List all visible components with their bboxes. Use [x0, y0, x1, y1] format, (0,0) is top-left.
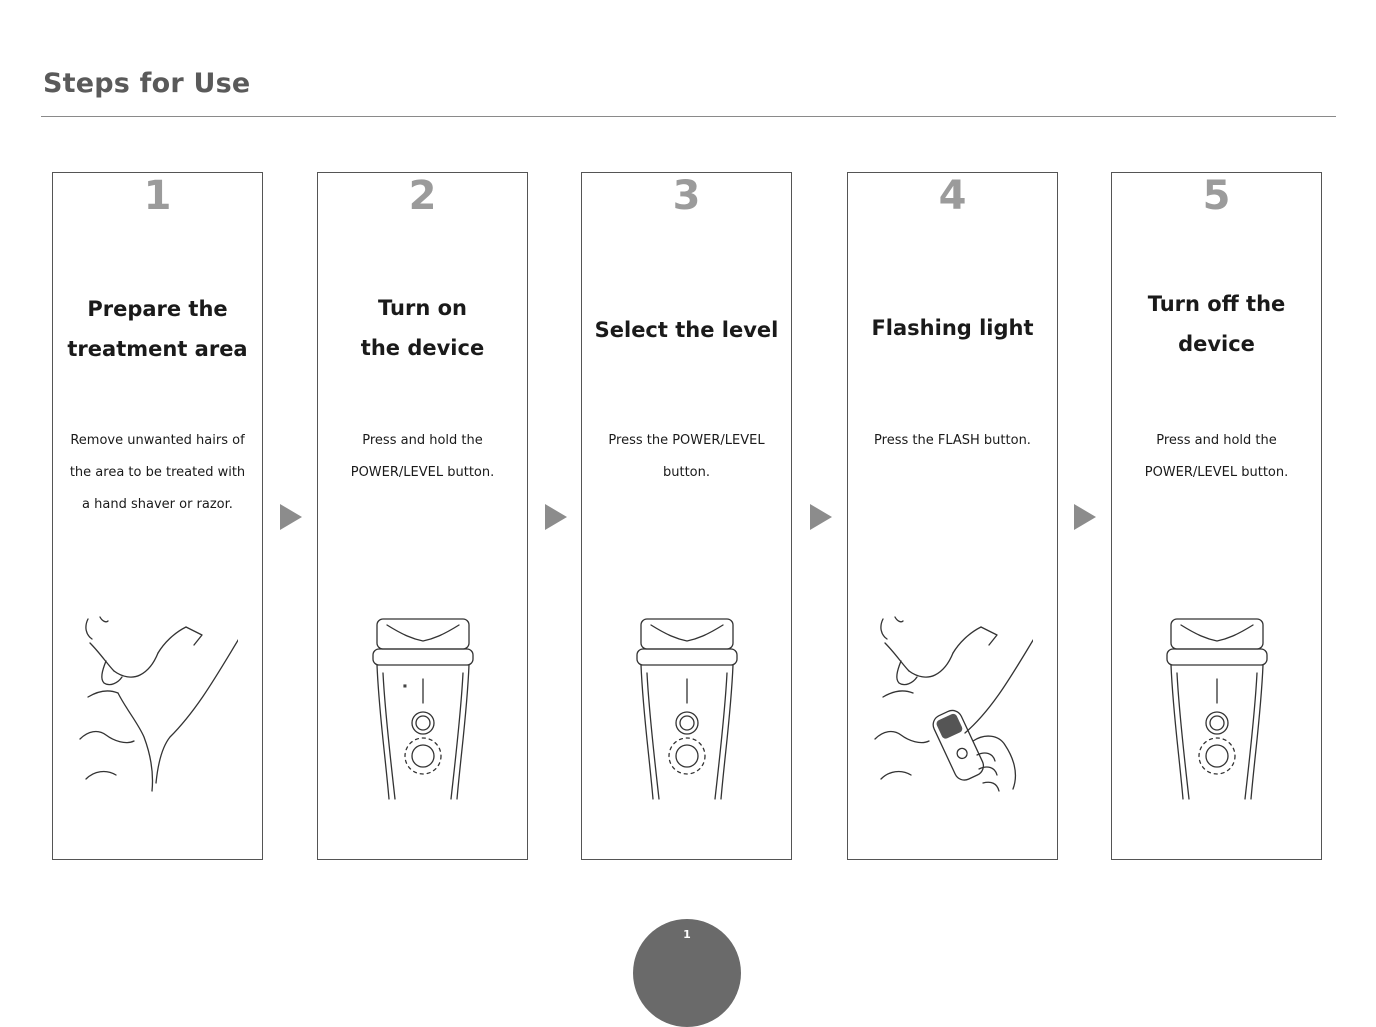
step-desc-line: Press the FLASH button.	[874, 433, 1031, 448]
step-number: 5	[1202, 173, 1231, 219]
right-triangle-arrow-icon	[810, 504, 832, 530]
step-desc-line: Remove unwanted hairs of	[70, 433, 245, 448]
step-title-line: Select the level	[594, 318, 779, 342]
page-number: 1	[683, 928, 691, 941]
step-title	[53, 289, 262, 369]
armpit-treatment-illustration-icon	[873, 613, 1033, 803]
step-title	[582, 310, 791, 350]
step-title	[848, 308, 1057, 348]
step-desc-line: Press and hold the	[362, 433, 483, 448]
step-card-4	[847, 172, 1058, 860]
right-triangle-arrow-icon	[1074, 504, 1096, 530]
step-card-3	[581, 172, 792, 860]
step-description	[856, 425, 1049, 457]
step-number: 4	[938, 173, 967, 219]
step-desc-line: a hand shaver or razor.	[82, 497, 233, 512]
step-desc-line: Press and hold the	[1156, 433, 1277, 448]
ipl-device-icon	[1137, 613, 1297, 803]
step-number: 3	[672, 173, 701, 219]
step-description	[1120, 425, 1313, 489]
step-description	[590, 425, 783, 489]
svg-text:■: ■	[403, 683, 407, 688]
step-desc-line: the area to be treated with	[69, 465, 246, 480]
step-title-line: Prepare the	[87, 297, 228, 321]
step-number: 2	[408, 173, 437, 219]
step-title-line: device	[1178, 332, 1255, 356]
step-title-line: Flashing light	[871, 316, 1034, 340]
step-title-line: the device	[360, 336, 485, 360]
step-desc-line: Press the POWER/LEVEL	[608, 433, 765, 448]
step-desc-line: POWER/LEVEL button.	[350, 465, 495, 480]
step-title	[1112, 284, 1321, 364]
page-title: Steps for Use	[43, 68, 251, 99]
step-number: 1	[143, 173, 172, 219]
step-title-line: Turn off the	[1147, 292, 1286, 316]
step-title-line: Turn on	[378, 296, 467, 320]
step-card-1	[52, 172, 263, 860]
step-desc-line: button.	[662, 465, 710, 480]
step-description	[61, 425, 254, 521]
ipl-device-icon	[607, 613, 767, 803]
step-card-2	[317, 172, 528, 860]
title-divider	[41, 116, 1336, 117]
right-triangle-arrow-icon	[545, 504, 567, 530]
step-description	[326, 425, 519, 489]
ipl-device-icon	[343, 613, 503, 803]
step-desc-line: POWER/LEVEL button.	[1144, 465, 1289, 480]
armpit-illustration-icon	[78, 613, 238, 803]
right-triangle-arrow-icon	[280, 504, 302, 530]
step-title-line: treatment area	[67, 337, 248, 361]
page-number-tab	[633, 919, 741, 1027]
step-title	[318, 288, 527, 368]
step-card-5	[1111, 172, 1322, 860]
